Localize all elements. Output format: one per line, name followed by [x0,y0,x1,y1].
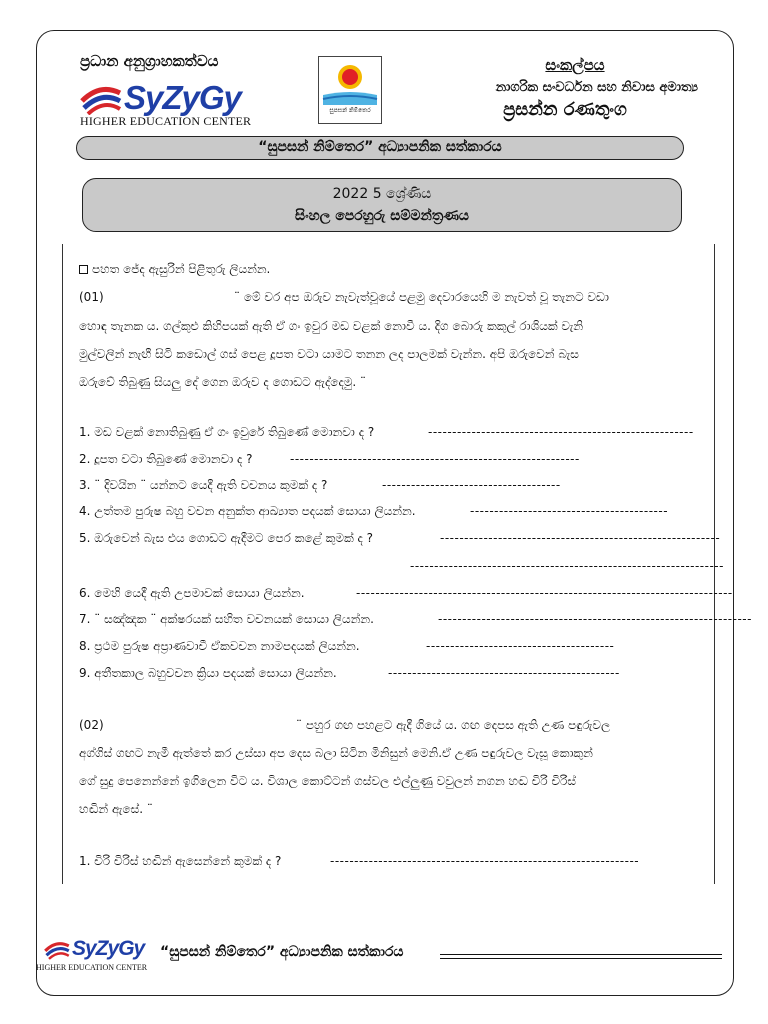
program-banner: “සුපසන් නිම්තෙර” අධ්‍යාපනික සත්කාරය [76,136,684,160]
passage2-number: (02) [79,718,104,732]
question-number: 4. [79,504,91,518]
passage1-line: ඔරුවේ තිබුණු සියලු දේ ගෙන ඔරුව ද ගොඩට ඇද්දෙමු. ¨ [79,375,367,389]
syzygy-swoosh-icon [80,81,122,115]
footer-program-title: “සුපසන් නිම්තෙර” අධ්‍යාපනික සත්කාරය [160,944,404,960]
instruction-text: පහත ජේද ඇසුරින් පිළිතුරු ලියන්න. [92,262,271,276]
passage1-line: හොඳ තැනක ය. ගල්කුළු කිහිපයක් ඇති ඒ ගං ඉවුර මඩ වළක් නොවී ය. දිග බොරු කකුල් රාශියක් වැනි [79,319,584,333]
answer-line: ------------------------------------------------------------------------------ [356,586,733,600]
question-row [79,425,374,440]
question-text: ඔරුවෙන් බැස එය ගොඩට ඇදීමට පෙර කළේ කුමක් ද ? [94,531,374,545]
question-text: දූපත වටා තිබුණේ මොනවා ද ? [94,452,253,466]
ministry-title: නාගරික සංවර්ධන සහ නිවාස අමාත්‍ය [495,80,698,95]
sponsor-title: ප්‍රධාන අනුග්‍රාහකත්වය [80,52,219,70]
question-number: 9. [79,666,91,680]
question-number: 1. [79,425,91,439]
concept-heading: සංකල්පය [545,56,605,74]
answer-line: ---------------------------------------------------------- [440,531,721,545]
question-row [79,452,253,467]
instruction-line [79,262,270,277]
logo-subtitle: HIGHER EDUCATION CENTER [80,114,252,128]
question-number: 2. [79,452,91,466]
question-row [79,612,374,627]
exam-grade-line: 2022 5 ශ්‍රේණිය [332,186,432,202]
question-row [79,639,360,654]
question-text: උත්තම පුරුෂ බහු වචන අනුක්ත ආඛ්‍යාත පදයක් සොයා ලියන්න. [94,504,416,518]
syzygy-swoosh-icon [44,938,70,960]
minister-name: ප්‍රසන්න රණතුංග [503,99,627,120]
answer-line: ----------------------------------------------------------------- [438,612,752,626]
answer-line: ------------------------------------------------------------ [290,452,580,466]
answer-line-continued: ----------------------------------------------------------------- [410,559,724,573]
supasan-nimthera-emblem [318,56,382,124]
passage2-line: ගේ සුදු පෙනෙන්නේ ඉගිලෙන විට ය. විශාල කොට්ටන් ගස්වල එල්ලුණු වවුලන් නගන හඬ චිරි චිරිස් [79,774,576,788]
question-text: මෙහි යෙදී ඇති උපමාවක් සොයා ලියන්න. [94,586,305,600]
logo-wordmark: SyZyGy [124,79,241,116]
answer-line: ------------------------------------- [382,478,561,492]
question-number: 8. [79,639,91,653]
question-text: ¨ සඤ්ඤක ¨ අක්ෂරයක් සහිත වචනයක් සොයා ලියන්න. [94,612,374,626]
exam-subject-line: සිංහල පෙරහුරු සම්මන්ත්‍රණය [295,208,469,224]
emblem-caption: සුපසන් නිම්තෙර [329,107,371,114]
header-right [392,56,698,120]
exam-banner [82,178,682,232]
question-number: 6. [79,586,91,600]
question-row [79,666,337,681]
question-text: චිරි චිරිස් හඬින් ඇසෙන්නේ කුමක් ද ? [94,854,282,868]
syzygy-logo [80,78,241,118]
answer-line: --------------------------------------- [426,639,615,653]
answer-line: ---------------------------------------------------------------- [330,854,640,868]
passage2-line: අග්ගිස් ගඟට නැමී ඇත්තේ කර උස්සා අප දෙස බලා සිටින මිනිසුන් මෙනි.ඒ උණ පඳුරුවල වැසූ කොකුන් [79,746,593,760]
question-text: මඩ වළක් නොතිබුණු ඒ ගං ඉවුරේ තිබුණේ මොනවා ද ? [94,425,375,439]
question-row [79,504,416,519]
passage1-line: මුල්වලින් නැඟී සිටි කඩොල් ගස් පෙළ දූපත වටා යාමට තනන ලද පාලමක් වැන්න. අපි ඔරුවෙන් බැස [79,347,579,361]
question-number: 1. [79,854,91,868]
footer-syzygy-logo [44,937,144,961]
question-row [79,586,305,601]
question-number: 5. [79,531,91,545]
question-text: අතීතකාල බහුවචන ක්‍රියා පදයක් සොයා ලියන්න. [94,666,337,680]
checkbox-icon [79,265,88,274]
question-text: ¨ දිවයින ¨ යන්නට යෙදී ඇති වචනය කුමක් ද ? [94,478,328,492]
footer-logo-wordmark: SyZyGy [72,937,145,960]
question-text: ප්‍රථම පුරුෂ අප්‍රාණවාචී ඒකවචන නාමපදයක් ලියන්න. [94,639,360,653]
passage1-line: ¨ මේ වර අප ඔරුව නැවැත්වූයේ පළමු දෙවාරයෙහි ම නැවත් වූ තැනට වඩා [234,290,609,304]
question-row [79,854,281,869]
question-number: 3. [79,478,91,492]
passage2-line: ¨ පහුර ගඟ පහළට ඇදී ගියේ ය. ගඟ දෙපස ඇති උණ පඳුරුවල [296,718,611,732]
passage1-number: (01) [79,290,104,304]
passage2-line: හඬින් ඇසේ. ¨ [79,802,153,816]
footer-double-rule [440,954,722,959]
question-row [79,478,327,493]
left-margin-rule [62,244,63,884]
question-row [79,531,373,546]
answer-line: ------------------------------------------------ [388,666,620,680]
answer-line: ----------------------------------------- [470,504,669,518]
answer-line: ------------------------------------------------------- [428,425,694,439]
question-number: 7. [79,612,91,626]
footer-logo-subtitle: HIGHER EDUCATION CENTER [36,963,148,972]
